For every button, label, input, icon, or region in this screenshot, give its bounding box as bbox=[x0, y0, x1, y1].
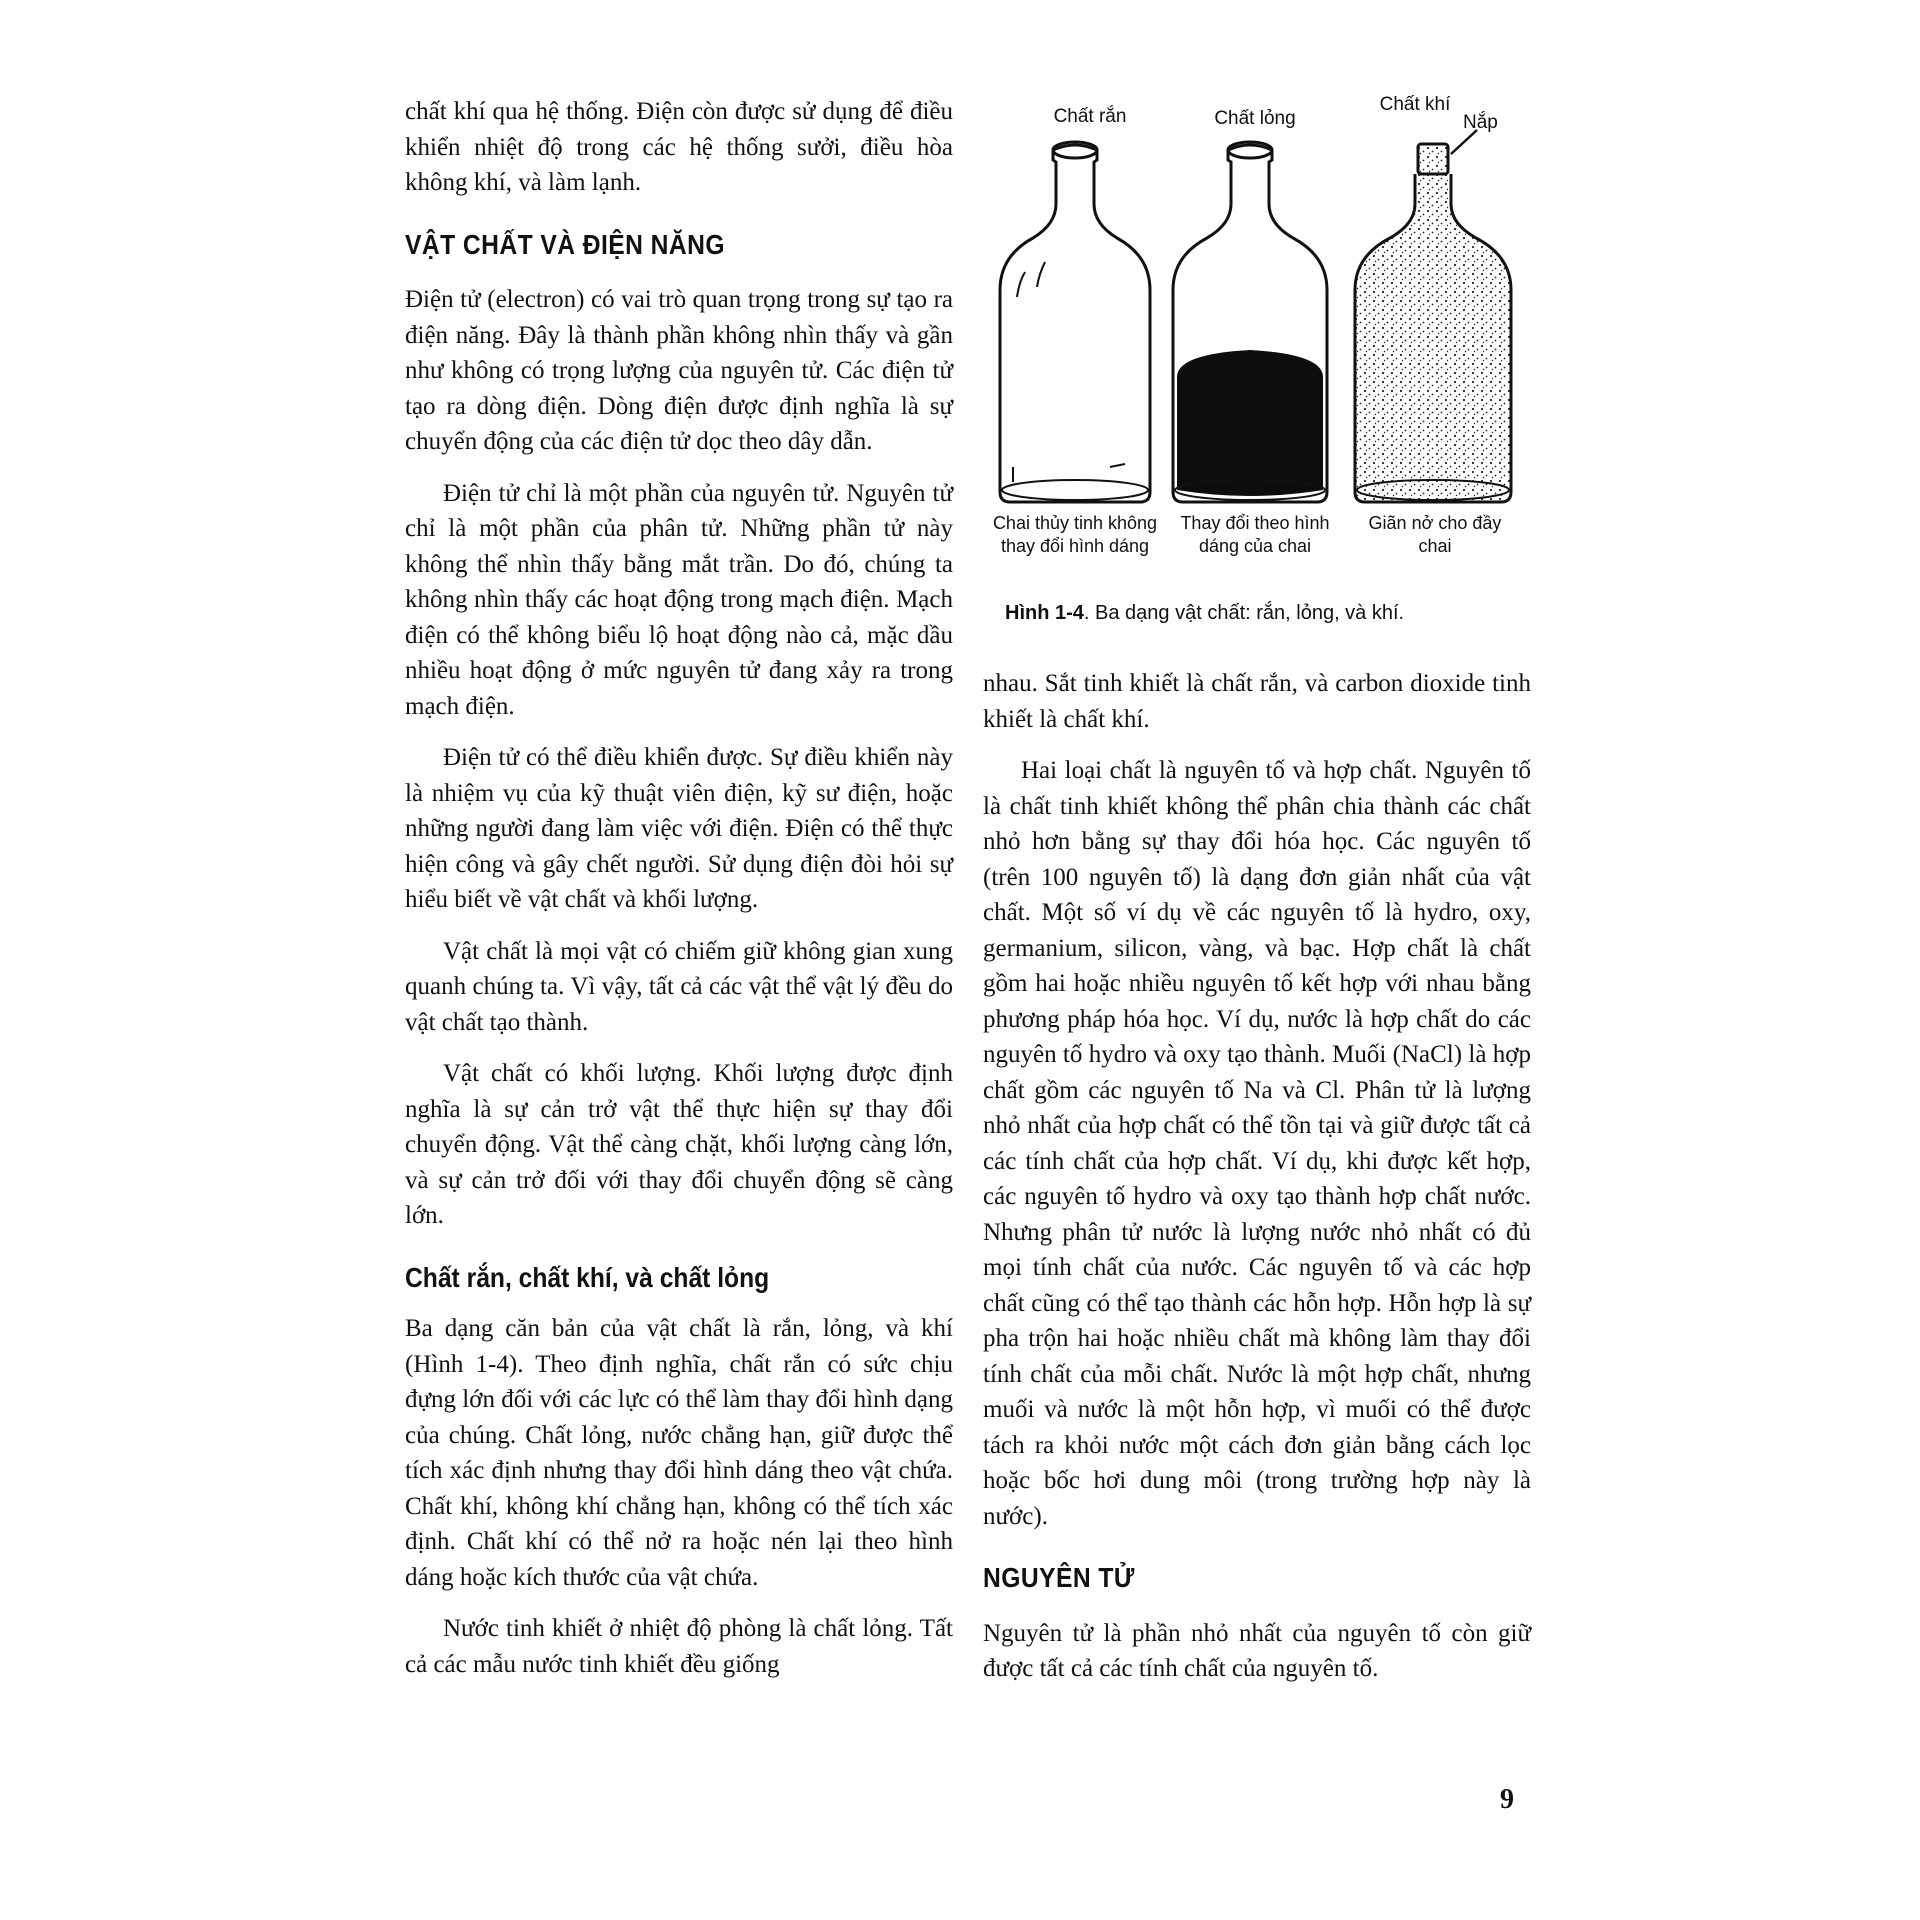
solid-bottle bbox=[1000, 142, 1150, 502]
left-text-column bbox=[405, 94, 953, 1698]
paragraph: Nước tinh khiết ở nhiệt độ phòng là chất lỏng. Tất cả các mẫu nước tinh khiết đều giống bbox=[405, 1615, 953, 1678]
figure-three-states-of-matter bbox=[985, 92, 1535, 652]
paragraph: Điện tử có thể điều khiển được. Sự điều khiển này là nhiệm vụ của kỹ thuật viên điện, kỹ sư điện, hoặc những người đang làm việc với điện. Điện có thể thực hiện công và gây chết người. Sử dụng điện đòi hỏi sự hiểu biết về vật chất và khối lượng. bbox=[405, 744, 953, 913]
caption-liquid: Thay đổi theo hình dáng của chai bbox=[1180, 513, 1330, 556]
cap-stopper bbox=[1418, 144, 1448, 174]
subsection-heading-states-of-matter: Chất rắn, chất khí, và chất lỏng bbox=[405, 1261, 770, 1293]
label-liquid: Chất lỏng bbox=[1214, 108, 1296, 129]
label-gas: Chất khí bbox=[1379, 94, 1451, 115]
figure-caption bbox=[1005, 602, 1525, 625]
paragraph: Hai loại chất là nguyên tố và hợp chất. Nguyên tố là chất tinh khiết không thể phân chia thành các chất nhỏ hơn bằng sự thay đổi hóa học. Các nguyên tố (trên 100 nguyên tố) là dạng đơn giản nhất của vật chất. Một số ví dụ về các nguyên tố là hydro, oxy, germanium, silicon, vàng, và bạc. Hợp chất là chất gồm hai hoặc nhiều nguyên tố kết hợp với nhau bằng phương pháp hóa học. Ví dụ, nước là hợp chất do các nguyên tố hydro và oxy tạo thành. Muối (NaCl) là hợp chất gồm các nguyên tố Na và Cl. Phân tử là lượng nhỏ nhất của hợp chất có thể tồn tại và giữ được tất cả các tính chất của hợp chất. Ví dụ, khi được kết hợp, các nguyên tố hydro và oxy tạo thành hợp chất nước. Nhưng phân tử nước là lượng nước nhỏ nhất có đủ mọi tính chất của nước. Các nguyên tố và các hợp chất cũng có thể tạo thành các hỗn hợp. Hỗn hợp là sự pha trộn hai hoặc nhiều chất mà không làm thay đổi tính chất của mỗi chất. Nước là một hợp chất, nhưng muối và nước là một hỗn hợp, vì muối có thể được tách ra khỏi nước một cách đơn giản bằng cách lọc hoặc bốc hơi dung môi (trong trường hợp này là nước). bbox=[983, 757, 1531, 1530]
figure-number: Hình 1-4 bbox=[1005, 602, 1084, 624]
label-solid: Chất rắn bbox=[1053, 106, 1127, 127]
figure-caption-text: . Ba dạng vật chất: rắn, lỏng, và khí. bbox=[1083, 602, 1405, 624]
paragraph: Nguyên tử là phần nhỏ nhất của nguyên tố còn giữ được tất cả các tính chất của nguyên tố. bbox=[983, 1619, 1531, 1682]
paragraph: chất khí qua hệ thống. Điện còn được sử dụng để điều khiển nhiệt độ trong các hệ thống sưởi, điều hòa không khí, và làm lạnh. bbox=[405, 98, 953, 196]
paragraph: Điện tử (electron) có vai trò quan trọng trong sự tạo ra điện năng. Đây là thành phần không nhìn thấy và gần như không có trọng lượng của nguyên tử. Các điện tử tạo ra dòng điện. Dòng điện được định nghĩa là sự chuyển động của các điện tử dọc theo dây dẫn. bbox=[405, 286, 953, 455]
caption-solid: Chai thủy tinh không thay đổi hình dáng bbox=[992, 513, 1158, 556]
paragraph: Điện tử chỉ là một phần của nguyên tử. Nguyên tử chỉ là một phần của phân tử. Những phần tử này không thể nhìn thấy bằng mắt trần. Do đó, chúng ta không nhìn thấy các hoạt động trong mạch điện. Mạch điện có thể không biểu lộ hoạt động nào cả, mặc dầu nhiều hoạt động ở mức nguyên tử đang xảy ra trong mạch điện. bbox=[405, 479, 953, 720]
paragraph: nhau. Sắt tinh khiết là chất rắn, và carbon dioxide tinh khiết là chất khí. bbox=[983, 670, 1531, 733]
gas-bottle bbox=[1345, 130, 1525, 512]
page-number: 9 bbox=[1500, 1784, 1514, 1815]
paragraph: Vật chất là mọi vật có chiếm giữ không gian xung quanh chúng ta. Vì vậy, tất cả các vật thể vật lý đều do vật chất tạo thành. bbox=[405, 937, 953, 1036]
section-heading-atom: NGUYÊN TỬ bbox=[983, 1562, 1135, 1593]
section-heading-matter-and-electricity: VẬT CHẤT VÀ ĐIỆN NĂNG bbox=[405, 228, 725, 260]
bottles-illustration bbox=[985, 92, 1535, 512]
liquid-bottle bbox=[1173, 142, 1327, 502]
paragraph: Vật chất có khối lượng. Khối lượng được định nghĩa là sự cản trở vật thể thực hiện sự thay đổi chuyển động. Vật thể càng chặt, khối lượng càng lớn, và sự cản trở đối với thay đổi chuyển động sẽ càng lớn. bbox=[405, 1060, 953, 1229]
paragraph: Ba dạng căn bản của vật chất là rắn, lỏng, và khí (Hình 1-4). Theo định nghĩa, chất rắn có sức chịu đựng lớn đối với các lực có thể làm thay đổi hình dạng của chúng. Chất lỏng, nước chẳng hạn, giữ được thể tích xác định nhưng thay đổi hình dáng theo vật chứa. Chất khí, không khí chẳng hạn, không có thể tích xác định. Chất khí có thể nở ra hoặc nén lại theo hình dáng hoặc kích thước của vật chứa. bbox=[405, 1315, 953, 1591]
right-text-column bbox=[983, 666, 1531, 1703]
label-cap: Nắp bbox=[1463, 112, 1498, 133]
caption-gas: Giãn nở cho đầy chai bbox=[1368, 513, 1502, 556]
